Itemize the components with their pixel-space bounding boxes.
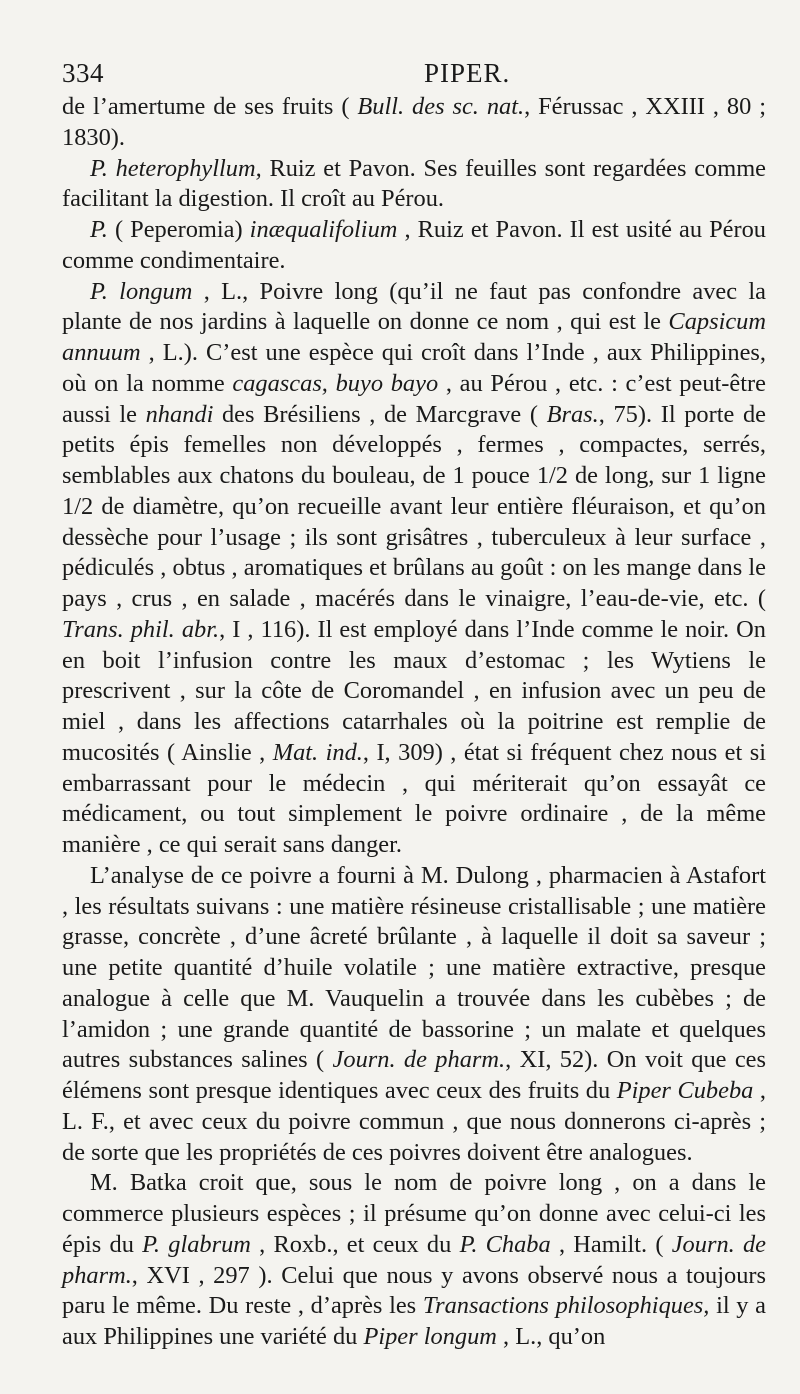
text-run: , L., Poivre long (qu’il ne faut pas confondre avec la plante de nos jardins à laquelle on donne ce nom , qui est le	[62, 277, 766, 336]
text-run: , au Pérou , etc. : c’est peut-être aussi le	[62, 369, 766, 428]
text-run: , XI, 52). On voit que ces élémens sont presque identiques avec ceux des fruits du	[62, 1046, 766, 1104]
text-run: , XVI , 297 ). Celui que nous y avons observé nous a toujours paru le même. Du reste , d’après les	[62, 1261, 766, 1320]
text-run: L’analyse de ce poivre a fourni à M. Dulong , pharmacien à Astafort , les résultats suivans : une matière résineuse cristallisable ; une matière grasse, concrète , d’une âcreté brûlante , à laquelle il doit sa saveur ; une petite quantité d’huile volatile ; une matière extractive, presque analogue à celle que M. Vauquelin a trouvée dans les cubèbes ; de l’amidon ; une grande quantité de bassorine ; un malate et quelques autres substances salines (	[62, 861, 766, 1074]
italic-text: P.	[90, 216, 108, 243]
italic-text: Bull. des sc. nat.	[357, 93, 525, 120]
italic-text: inæqualifolium	[249, 216, 398, 243]
paragraph-dulong	[62, 861, 766, 1169]
text-run: , I, 309) , état si fréquent chez nous et si embarrassant pour le médecin , qui mériterait qu’on essayât ce médicament, ou tout simplement le poivre ordinaire , de la même manière , ce qui serait sans danger.	[62, 738, 767, 858]
paragraph-longum	[62, 277, 766, 861]
italic-text: P. Chaba	[459, 1230, 551, 1258]
italic-text: Journ. de pharm.	[332, 1046, 506, 1074]
text-run: , Ruiz et Pavon. Il est usité au Pérou comme condimentaire.	[62, 216, 766, 274]
running-title: PIPER.	[424, 58, 511, 88]
italic-text: cagascas, buyo bayo	[232, 369, 439, 397]
paragraph-batka	[62, 1168, 766, 1353]
italic-text: nhandi	[145, 400, 214, 428]
italic-text: P. heterophyllum,	[90, 154, 262, 182]
italic-text: Mat. ind.	[272, 738, 363, 766]
paragraph-peperomia	[62, 215, 766, 277]
text-run: de l’amertume de ses fruits (	[62, 93, 358, 120]
paragraph-continuation	[62, 92, 766, 154]
text-run: M. Batka croit que, sous le nom de poivre long , on a dans le commerce plusieurs espèces ; il présume qu’on donne avec celui-ci les épis du	[62, 1169, 766, 1258]
text-run: , Roxb., et ceux du	[250, 1230, 460, 1258]
text-run: , L. F., et avec ceux du poivre commun , que nous donnerons ci-après ; de sorte que les propriétés de ces poivres doivent être analogues.	[62, 1077, 766, 1166]
text-run: il y a aux Philippines une variété du	[62, 1292, 766, 1350]
italic-text: P. glabrum	[142, 1230, 251, 1258]
page-number: 334	[62, 58, 104, 88]
italic-text: Capsicum annuum	[62, 308, 766, 366]
italic-text: Bras.	[546, 400, 599, 428]
italic-text: Journ. de pharm.	[62, 1230, 766, 1289]
italic-text: Piper longum	[363, 1323, 497, 1350]
paragraph-heterophyllum	[62, 154, 766, 216]
italic-text: Piper Cubeba	[616, 1077, 754, 1104]
italic-text: Trans. phil. abr.	[62, 615, 220, 643]
italic-text: P. longum	[90, 277, 193, 305]
text-run: , 75). Il porte de petits épis femelles non développés , fermes , compactes, serrés, semblables aux chatons du bouleau, de 1 pouce 1/2 de long, sur 1 ligne 1/2 de diamètre, qu’on recueille avant leur entière fléuraison, et qu’on dessèche pour l’usage ; ils sont grisâtres , tuberculeux à leur surface , pédiculés , obtus , aromatiques et brûlans au goût : on les mange dans le pays , crus , en salade , macérés dans le vinaigre, l’eau-de-vie, etc. (	[62, 400, 766, 612]
text-run: des Brésiliens , de Marcgrave (	[213, 400, 547, 428]
italic-text: Transactions philosophiques,	[422, 1292, 710, 1320]
text-run: , Férussac , XXIII , 80 ; 1830).	[62, 93, 766, 151]
body-text	[62, 92, 766, 1353]
text-run: , L., qu’on	[496, 1323, 606, 1350]
text-run: ( Peperomia)	[107, 216, 250, 243]
text-run: , Hamilt. (	[550, 1230, 672, 1258]
text-run: Ruiz et Pavon. Ses feuilles sont regardées comme facilitant la digestion. Il croît au Pérou.	[62, 154, 766, 213]
text-run: , L.). C’est une espèce qui croît dans l’Inde , aux Philippines, où on la nomme	[62, 339, 766, 397]
text-run: , I , 116). Il est employé dans l’Inde comme le noir. On en boit l’infusion contre les maux d’estomac ; les Wytiens le prescrivent , sur la côte de Coromandel , en infusion avec un peu de miel , dans les affections catarrhales où la poitrine est remplie de mucosités ( Ainslie ,	[62, 615, 766, 766]
